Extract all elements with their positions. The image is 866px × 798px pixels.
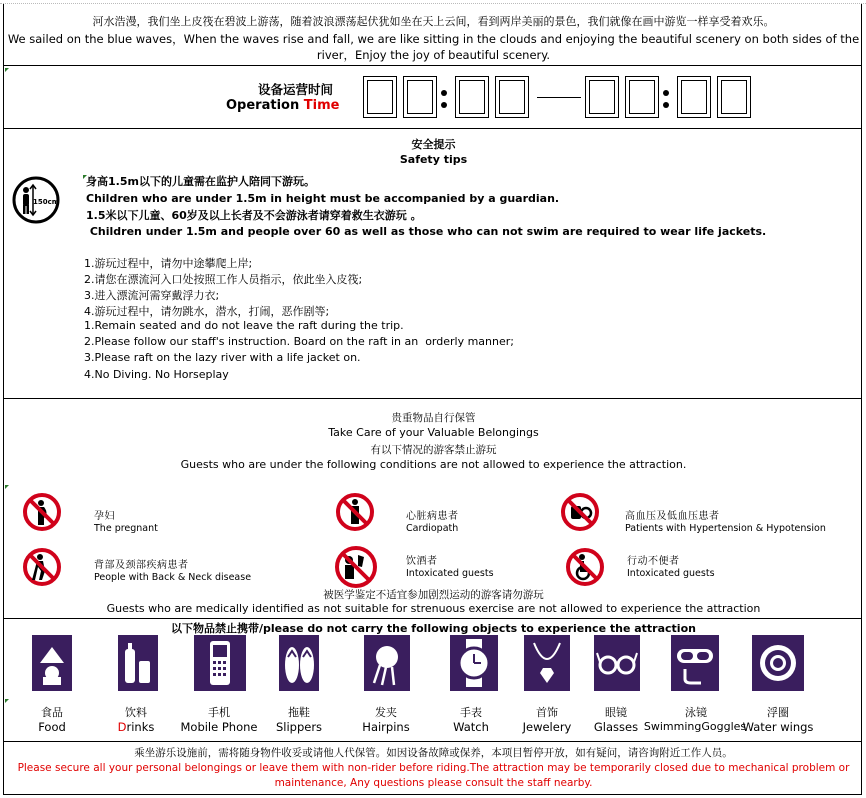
condition-1-en: The pregnant [94,523,158,534]
condition-3-cn: 高血压及低血压患者 [625,511,720,522]
safety-section [3,128,862,399]
condition-6-en: Intoxicated guests [627,568,715,579]
condition-1-cn: 孕妇 [94,511,115,522]
footer-section [3,741,862,795]
item-food-cn: 食品 [41,706,63,719]
rule-cn-2: 2.请您在漂流河入口处按照工作人员指示，依此坐入皮筏; [84,273,363,286]
conditions-en: Guests who are under the following conditions are not allowed to experience the attraction. [180,458,687,471]
item-glasses-en: Glasses [593,720,639,734]
drinks-rest: rinks [126,720,155,734]
safety-line-3: 1.5米以下儿童、60岁及以上长者及不会游泳者请穿着救生衣游玩 。 [86,209,422,222]
item-goggles-cn: 泳镜 [685,706,707,719]
safety-title-cn: 安全提示 [411,138,456,151]
rule-cn-3: 3.进入漂流河需穿戴浮力衣; [84,289,220,302]
mobility-icon [565,547,605,587]
safety-title-en: Safety tips [399,153,468,166]
conditions-cn: 有以下情况的游客禁止游玩 [370,444,497,456]
item-phone-cn: 手机 [208,706,230,719]
medical-en: Guests who are medically identified as not suitable for strenuous exercise are not allowed to experience the attraction [106,602,761,615]
safety-line-1: 身高1.5m以下的儿童需在监护人陪同下游玩。 [86,175,315,188]
operation-title-en [226,98,339,113]
condition-4-en: People with Back & Neck disease [94,572,252,583]
time-digit-box-8[interactable] [717,76,751,118]
time-range-dash [537,97,581,98]
heart-disease-icon [335,492,375,532]
item-glasses-cn: 眼镜 [605,706,627,719]
time-digit-box-1[interactable] [363,76,397,118]
condition-2-en: Cardiopath [406,523,459,534]
item-watch-cn: 手表 [460,706,482,719]
rule-en-1: 1.Remain seated and do not leave the raft during the trip. [84,319,404,332]
condition-5-cn: 饮酒者 [406,556,438,567]
time-digit-box-6[interactable] [625,76,659,118]
hairpins-icon [364,635,410,691]
operation-word: Operation [226,98,304,113]
time-digit-box-5[interactable] [585,76,619,118]
item-watch-en: Watch [453,720,489,734]
blood-pressure-icon [560,492,600,532]
drinking-icon [334,545,378,589]
time-digit-box-2[interactable] [403,76,437,118]
drinks-icon [118,635,158,691]
item-drinks-en [104,720,168,734]
cell-comment-marker [5,699,9,703]
belongings-cn: 贵重物品自行保管 [391,412,476,424]
prohibited-title: 以下物品禁止携带/please do not carry the following objects to experience the attraction [171,622,696,635]
glasses-icon [594,635,640,691]
time-word: Time [303,98,340,113]
condition-3-en: Patients with Hypertension & Hypotension [625,523,826,534]
item-drinks-cn: 饮料 [125,706,147,719]
drinks-red-letter: D [117,720,127,734]
mobile-phone-icon [194,635,246,691]
back-neck-icon [22,547,62,587]
restrictions-section [3,398,862,619]
condition-5-en: Intoxicated guests [406,568,494,579]
item-slippers-cn: 拖鞋 [288,706,310,719]
condition-4-cn: 背部及颈部疾病患者 [94,560,189,571]
prohibited-items-section [3,618,862,742]
operation-title-cn: 设备运营时间 [258,82,334,97]
condition-2-cn: 心脏病患者 [406,511,459,522]
time-digit-box-7[interactable] [677,76,711,118]
height-limit-icon [12,176,60,224]
operation-time-section [3,65,862,129]
item-water-wings-cn: 浮圈 [767,706,789,719]
item-phone-en: Mobile Phone [180,720,258,734]
food-icon [32,635,72,691]
medical-cn: 被医学鉴定不适宜参加剧烈运动的游客请勿游玩 [323,589,544,601]
rule-en-4: 4.No Diving. No Horseplay [84,368,229,381]
item-slippers-en: Slippers [275,720,323,734]
cell-comment-marker [5,68,9,72]
height-label: 150cm [32,198,60,206]
safety-line-4: Children under 1.5m and people over 60 as well as those who can not swim are required to wear life jackets. [86,225,767,238]
time-digit-box-3[interactable] [455,76,489,118]
footer-cn: 乘坐游乐设施前，需将随身物件收妥或请他人代保管。如因设备故障或保养，本项目暂停开放，如有疑问，请咨询附近工作人员。 [134,747,733,759]
item-jewelery-en: Jewelery [522,720,572,734]
item-food-en: Food [38,720,66,734]
footer-en: Please secure all your personal belongings or leave them with non-rider before riding.The attraction may be temporarily closed due to mechanical problem or maintenance, Any questions please consult the staff nearby. [17,762,850,789]
rule-en-2: 2.Please follow our staff's instruction. Board on the raft in an orderly manner; [84,335,514,348]
item-hairpins-cn: 发夹 [375,706,397,719]
item-hairpins-en: Hairpins [362,720,410,734]
item-goggles-en: SwimmingGoggles [643,720,747,733]
intro-english: We sailed on the blue waves，When the waves rise and fall, we are like sitting in the clouds and enjoying the beautiful scenery on both sides of the river，Enjoy the joy of beautiful scenery. [7,32,860,62]
safety-line-2: Children who are under 1.5m in height must be accompanied by a guardian. [86,192,560,205]
intro-chinese: 河水浩漫，我们坐上皮筏在碧波上游荡，随着波浪漂荡起伏犹如坐在天上云间，看到两岸美丽的景色，我们就像在画中游览一样享受着欢乐。 [92,15,775,28]
time-digit-box-4[interactable] [495,76,529,118]
rule-cn-4: 4.游玩过程中，请勿跳水，潜水，打闹，恶作剧等; [84,305,330,318]
belongings-en: Take Care of your Valuable Belongings [328,426,539,439]
jewelery-icon [524,635,570,691]
time-colon-2 [663,90,669,114]
pregnant-icon [22,492,62,532]
item-water-wings-en: Water wings [742,720,814,734]
intro-section [3,4,862,66]
water-wings-icon [752,635,804,691]
goggles-icon [671,635,719,691]
slippers-icon [279,635,319,691]
rule-en-3: 3.Please raft on the lazy river with a life jacket on. [84,351,361,364]
watch-icon [450,635,498,691]
item-jewelery-cn: 首饰 [536,706,558,719]
rule-cn-1: 1.游玩过程中，请勿中途攀爬上岸; [84,257,253,270]
condition-6-cn: 行动不便者 [627,556,680,567]
time-colon-1 [441,90,447,114]
cell-comment-marker [5,485,9,489]
